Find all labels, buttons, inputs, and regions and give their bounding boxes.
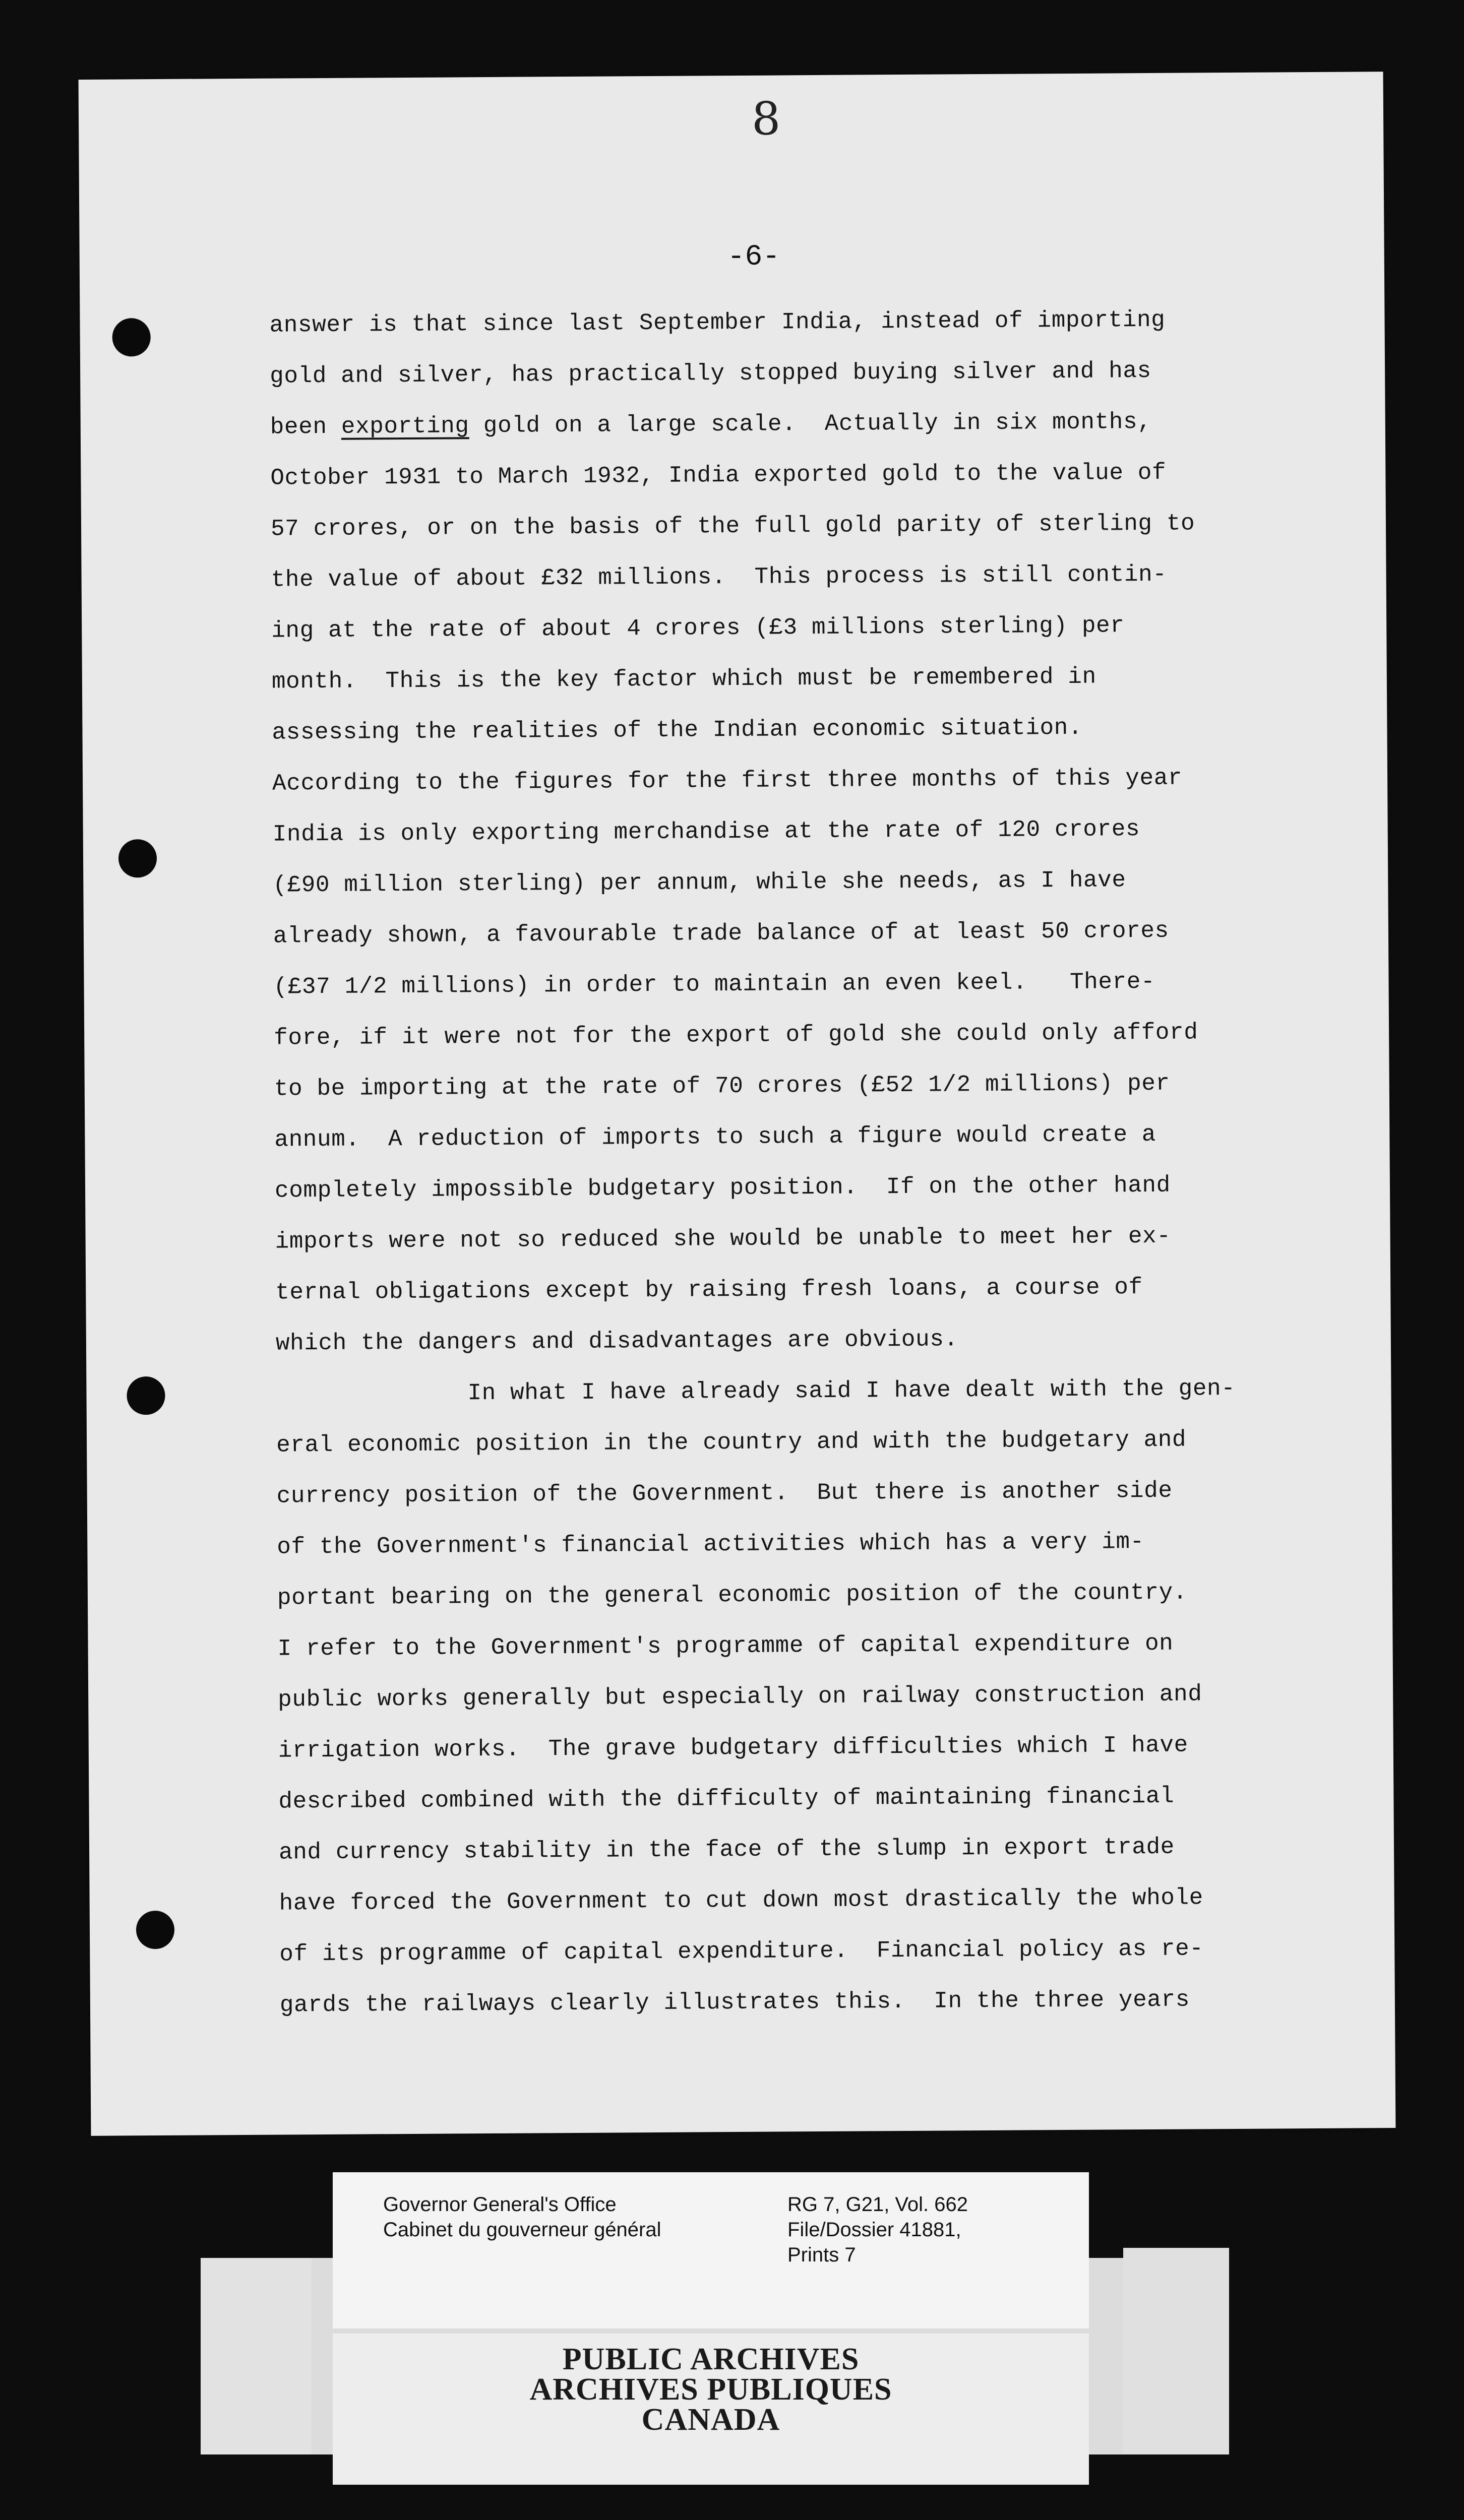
stamp-line-archives-publiques: ARCHIVES PUBLIQUES xyxy=(529,2372,892,2407)
text-line: completely impossible budgetary position. If on the other hand xyxy=(274,1172,1171,1204)
body-text xyxy=(269,294,1359,2031)
text-line: (£37 1/2 millions) in order to maintain an even keel. There- xyxy=(273,968,1155,1000)
text-line: and currency stability in the face of the slump in export trade xyxy=(278,1834,1175,1866)
text-line: According to the figures for the first three months of this year xyxy=(272,765,1183,797)
text-line: assessing the realities of the Indian economic situation. xyxy=(272,714,1083,746)
prints-number: Prints 7 xyxy=(787,2244,856,2266)
text-line: answer is that since last September India, instead of importing xyxy=(269,306,1166,339)
archive-reference-card xyxy=(333,2172,1089,2328)
text-line: ternal obligations except by raising fresh loans, a course of xyxy=(275,1274,1143,1306)
text-line: public works generally but especially on railway construction and xyxy=(278,1681,1202,1713)
archive-label-base-right xyxy=(1123,2248,1229,2454)
text-line: of its programme of capital expenditure. Financial policy as re- xyxy=(279,1935,1204,1968)
typed-page xyxy=(79,72,1396,2136)
text-line: 57 crores, or on the basis of the full gold parity of sterling to xyxy=(270,510,1195,542)
text-line: already shown, a favourable trade balance of at least 50 crores xyxy=(273,917,1169,950)
punch-hole-2 xyxy=(118,839,157,877)
text-line: irrigation works. The grave budgetary difficulties which I have xyxy=(278,1732,1189,1764)
text-line: In what I have already said I have dealt with the gen- xyxy=(467,1375,1236,1407)
stamp-line-canada: CANADA xyxy=(641,2403,780,2437)
text-line: fore, if it were not for the export of gold she could only afford xyxy=(274,1019,1198,1051)
text-line: imports were not so reduced she would be unable to meet her ex- xyxy=(275,1223,1171,1255)
text-line: gards the railways clearly illustrates this. In the three years xyxy=(279,1986,1190,2019)
text-line: to be importing at the rate of 70 crores (£52 1/2 millions) per xyxy=(274,1070,1170,1102)
text-line: (£90 million sterling) per annum, while she needs, as I have xyxy=(273,867,1126,899)
public-archives-stamp xyxy=(333,2334,1089,2485)
text-line: India is only exporting merchandise at the rate of 120 crores xyxy=(272,816,1140,848)
stamp-line-public-archives: PUBLIC ARCHIVES xyxy=(562,2342,860,2376)
text-line: described combined with the difficulty of maintaining financial xyxy=(278,1783,1175,1815)
office-english: Governor General's Office xyxy=(383,2193,617,2216)
text-line: eral economic position in the country and with the budgetary and xyxy=(276,1426,1187,1459)
text-line: portant bearing on the general economic position of the country. xyxy=(277,1579,1188,1611)
text-line-part: gold on a large scale. Actually in six months, xyxy=(469,408,1152,439)
record-group-reference: RG 7, G21, Vol. 662 xyxy=(787,2193,968,2216)
text-line: ing at the rate of about 4 crores (£3 millions sterling) per xyxy=(271,612,1125,644)
punch-hole-4 xyxy=(136,1911,174,1949)
office-french: Cabinet du gouverneur général xyxy=(383,2219,661,2241)
page-number: -6- xyxy=(727,240,780,274)
text-line: have forced the Government to cut down most drastically the whole xyxy=(279,1884,1204,1917)
text-line: gold and silver, has practically stopped buying silver and has xyxy=(270,357,1151,390)
archive-label-base-left xyxy=(201,2258,312,2454)
handwritten-page-mark: 8 xyxy=(751,92,781,146)
punch-hole-3 xyxy=(127,1376,165,1415)
text-line: annum. A reduction of imports to such a figure would create a xyxy=(274,1121,1156,1153)
text-line xyxy=(270,396,1349,453)
text-line: October 1931 to March 1932, India exported gold to the value of xyxy=(270,459,1167,491)
text-line: currency position of the Government. But there is another side xyxy=(276,1477,1173,1509)
text-line: which the dangers and disadvantages are obvious. xyxy=(275,1326,958,1357)
text-line: I refer to the Government's programme of capital expenditure on xyxy=(277,1630,1174,1662)
punch-hole-1 xyxy=(112,318,150,356)
underlined-word: exporting xyxy=(341,413,469,440)
file-dossier-number: File/Dossier 41881, xyxy=(787,2219,961,2241)
text-line-part: been xyxy=(270,413,341,440)
text-line: the value of about £32 millions. This process is still contin- xyxy=(271,561,1167,593)
text-line: month. This is the key factor which must be remembered in xyxy=(271,663,1096,695)
text-line: of the Government's financial activities which has a very im- xyxy=(277,1529,1144,1560)
